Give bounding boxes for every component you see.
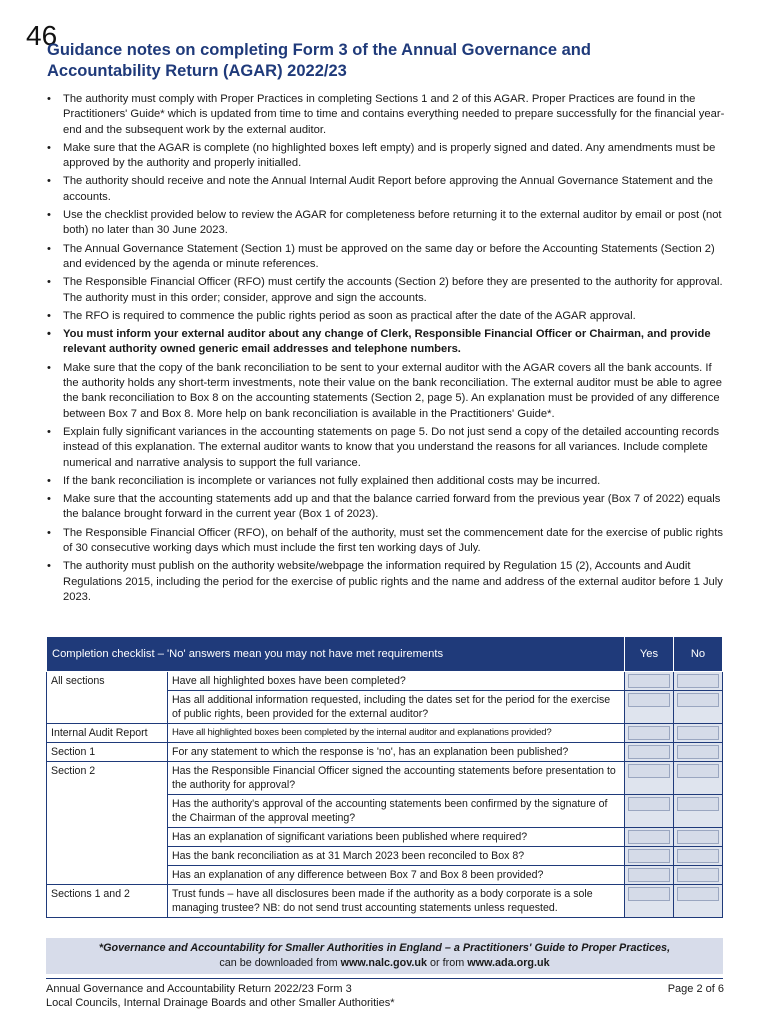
yes-checkbox[interactable]: [625, 795, 674, 828]
question-cell: Has an explanation of significant variations been published where required?: [168, 828, 625, 847]
no-checkbox[interactable]: [674, 866, 723, 885]
question-cell: Has an explanation of any difference between Box 7 and Box 8 been provided?: [168, 866, 625, 885]
footnote-title: *Governance and Accountability for Smaller Authorities in England – a Practitioners' Guide to Proper Practices,: [98, 942, 671, 954]
table-row: [47, 672, 723, 691]
question-cell: Have all highlighted boxes have been completed?: [168, 672, 625, 691]
footnote-prefix: can be downloaded from: [219, 957, 341, 969]
table-row: [47, 885, 723, 918]
question-cell: Trust funds – have all disclosures been made if the authority as a body corporate is a sole managing trustee? NB: do not send trust accounting statements unless requested.: [168, 885, 625, 918]
bullet-item: • Make sure that the AGAR is complete (no highlighted boxes left empty) and is properly signed and dated. Any amendments must be approved by the authority and properly initialled.: [46, 141, 726, 172]
yes-checkbox[interactable]: [625, 691, 674, 724]
ada-link[interactable]: www.ada.org.uk: [467, 957, 550, 969]
bullet-item: • Make sure that the copy of the bank reconciliation to be sent to your external auditor with the AGAR covers all the bank accounts. If the authority holds any short-term investments, note their value on the bank reconciliation. The external auditor must be able to agree the bank reconciliation to Box 8 on the accounting statements (Section 2, page 5). An explanation must be provided of any difference between Box 7 and Box 8. More help on bank reconciliation is available in the Practitioners' Guide*.: [46, 361, 726, 422]
section-cell: Section 1: [47, 743, 168, 762]
footer-page-indicator: Page 2 of 6: [667, 983, 724, 995]
footer-form-title: [46, 983, 395, 1010]
bullet-item: • The Annual Governance Statement (Section 1) must be approved on the same day or before the Accounting Statements (Section 2) and evidenced by the agenda or minute references.: [46, 242, 726, 273]
guidance-bullet-list: [46, 92, 726, 608]
section-cell: Internal Audit Report: [47, 724, 168, 743]
no-column-header: No: [674, 637, 723, 672]
title-line-2: Accountability Return (AGAR) 2022/23: [47, 62, 347, 80]
section-cell: All sections: [47, 672, 168, 724]
checklist-header-row: [47, 637, 723, 672]
bullet-item: • Use the checklist provided below to review the AGAR for completeness before returning it to the external auditor by email or post (not both) no later than 30 June 2023.: [46, 208, 726, 239]
completion-checklist-table: [46, 636, 723, 918]
table-row: [47, 724, 723, 743]
bullet-item: • The Responsible Financial Officer (RFO), on behalf of the authority, must set the commencement date for the exercise of public rights of 30 consecutive working days which must include the first ten working days of July.: [46, 526, 726, 557]
question-cell: Have all highlighted boxes been completed by the internal auditor and explanations provided?: [168, 724, 625, 743]
bullet-item: • The authority should receive and note the Annual Internal Audit Report before approving the Annual Governance Statement and the accounts.: [46, 174, 726, 205]
checklist-header: Completion checklist – 'No' answers mean you may not have met requirements: [47, 637, 625, 672]
yes-checkbox[interactable]: [625, 724, 674, 743]
footnote-mid: or from: [427, 957, 468, 969]
yes-checkbox[interactable]: [625, 885, 674, 918]
yes-checkbox[interactable]: [625, 866, 674, 885]
no-checkbox[interactable]: [674, 795, 723, 828]
question-cell: For any statement to which the response is 'no', has an explanation been published?: [168, 743, 625, 762]
question-cell: Has the bank reconciliation as at 31 March 2023 been reconciled to Box 8?: [168, 847, 625, 866]
yes-column-header: Yes: [625, 637, 674, 672]
footer-line-1: Annual Governance and Accountability Return 2022/23 Form 3: [46, 983, 352, 995]
footer-line-2: Local Councils, Internal Drainage Boards and other Smaller Authorities*: [46, 996, 395, 1009]
bullet-item: • The authority must comply with Proper Practices in completing Sections 1 and 2 of this AGAR. Proper Practices are found in the Practitioners' Guide* which is updated from time to time and contains everything needed to prepare successfully for the financial year-end and the subsequent work by the external auditor.: [46, 92, 726, 138]
question-cell: Has the Responsible Financial Officer signed the accounting statements before presentation to the authority for approval?: [168, 762, 625, 795]
yes-checkbox[interactable]: [625, 828, 674, 847]
practitioners-guide-footnote: [46, 938, 723, 974]
no-checkbox[interactable]: [674, 691, 723, 724]
no-checkbox[interactable]: [674, 672, 723, 691]
bullet-item: • The RFO is required to commence the public rights period as soon as practical after the date of the AGAR approval.: [46, 309, 726, 324]
question-cell: Has all additional information requested, including the dates set for the period for the exercise of public rights, been provided for the external auditor?: [168, 691, 625, 724]
page-title: [47, 40, 737, 82]
section-cell: Section 2: [47, 762, 168, 885]
yes-checkbox[interactable]: [625, 743, 674, 762]
bullet-item: • The authority must publish on the authority website/webpage the information required by Regulation 15 (2), Accounts and Audit Regulations 2015, including the period for the exercise of public rights and the name and address of the external auditor before 1 July 2023.: [46, 559, 726, 605]
bullet-item: • The Responsible Financial Officer (RFO) must certify the accounts (Section 2) before they are presented to the authority for approval. The authority must in this order; consider, approve and sign the accounts.: [46, 275, 726, 306]
table-row: [47, 762, 723, 795]
bullet-item: • Explain fully significant variances in the accounting statements on page 5. Do not just send a copy of the detailed accounting records instead of this explanation. The external auditor wants to know that you understand the reasons for all variances. Include complete numerical and narrative analysis to support the full variance.: [46, 425, 726, 471]
yes-checkbox[interactable]: [625, 672, 674, 691]
section-cell: Sections 1 and 2: [47, 885, 168, 918]
no-checkbox[interactable]: [674, 724, 723, 743]
table-row: [47, 743, 723, 762]
bullet-item: • You must inform your external auditor about any change of Clerk, Responsible Financial Officer or Chairman, and provide relevant authority owned generic email addresses and telephone numbers.: [46, 327, 726, 358]
page-number: 46: [26, 20, 58, 51]
yes-checkbox[interactable]: [625, 762, 674, 795]
no-checkbox[interactable]: [674, 885, 723, 918]
title-line-1: Guidance notes on completing Form 3 of the Annual Governance and: [47, 41, 591, 59]
footer-divider: [46, 978, 723, 979]
no-checkbox[interactable]: [674, 762, 723, 795]
nalc-link[interactable]: www.nalc.gov.uk: [340, 957, 428, 969]
question-cell: Has the authority's approval of the accounting statements been confirmed by the signature of the Chairman of the approval meeting?: [168, 795, 625, 828]
no-checkbox[interactable]: [674, 847, 723, 866]
no-checkbox[interactable]: [674, 828, 723, 847]
footnote-links-line: [46, 956, 723, 971]
no-checkbox[interactable]: [674, 743, 723, 762]
bullet-item: • Make sure that the accounting statements add up and that the balance carried forward from the previous year (Box 7 of 2022) equals the balance brought forward in the current year (Box 1 of 2023).: [46, 492, 726, 523]
yes-checkbox[interactable]: [625, 847, 674, 866]
bullet-item: • If the bank reconciliation is incomplete or variances not fully explained then additional costs may be incurred.: [46, 474, 726, 489]
